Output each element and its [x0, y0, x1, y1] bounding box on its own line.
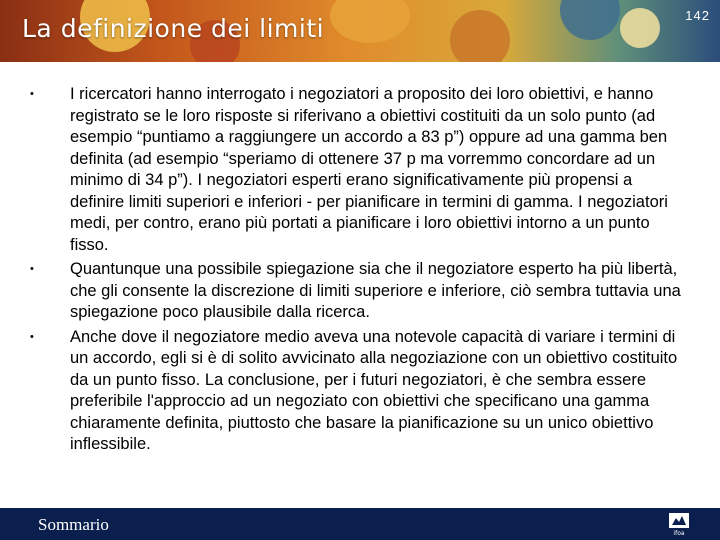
list-item: [24, 259, 684, 324]
bullet-list: [24, 84, 684, 456]
decorative-blob: [450, 10, 510, 62]
list-item: [24, 327, 684, 456]
bullet-text: Anche dove il negoziatore medio aveva una notevole capacità di variare i termini di un accordo, egli si è di solito avvicinato alla negoziazione con un obiettivo costituito da un punto fisso. La conclusione, per i futuri negoziatori, è che sembra essere preferibile l'approccio ad un negoziato con obiettivi che specificano una gamma chiaramente definita, piuttosto che basare la pianificazione su un unico obiettivo inflessibile.: [70, 327, 678, 453]
sommario-link[interactable]: Sommario: [38, 515, 109, 534]
list-item: [24, 84, 684, 256]
page-number: 142: [685, 8, 710, 23]
footer-bar: [0, 508, 720, 540]
logo-wordmark: ifoa: [673, 530, 685, 536]
bullet-text: I ricercatori hanno interrogato i negoziatori a proposito dei loro obiettivi, e hanno registrato se le loro risposte si riferivano a obiettivi costituiti da un solo punto (ad esempio “puntiamo a raggiungere un accordo a 83 p”) oppure ad una gamma ben definita (ad esempio “speriamo di ottenere 37 p ma vorremmo concordare ad un minimo di 34 p”). I negoziatori esperti erano significativamente più propensi a definire limiti superiori e inferiori - per pianificare in termini di gamma. I negoziatori medi, per contro, erano più portati a pianificare i loro obiettivi intorno a un punto fisso.: [70, 85, 668, 254]
bullet-icon: •: [30, 330, 34, 343]
decorative-blob: [620, 8, 660, 48]
decorative-blob: [560, 0, 620, 40]
bullet-text: Quantunque una possibile spiegazione sia che il negoziatore esperto ha più libertà, che gli consente la discrezione di limiti superiore e inferiore, ciò sembra tuttavia una spiegazione poco plausibile dalla ricerca.: [70, 260, 681, 321]
bullet-icon: •: [30, 263, 34, 275]
header-banner: [0, 0, 720, 62]
decorative-blob: [330, 0, 410, 43]
ifoa-logo-icon: [668, 512, 690, 536]
slide-title: La definizione dei limiti: [22, 14, 325, 43]
bullet-icon: •: [30, 88, 34, 100]
